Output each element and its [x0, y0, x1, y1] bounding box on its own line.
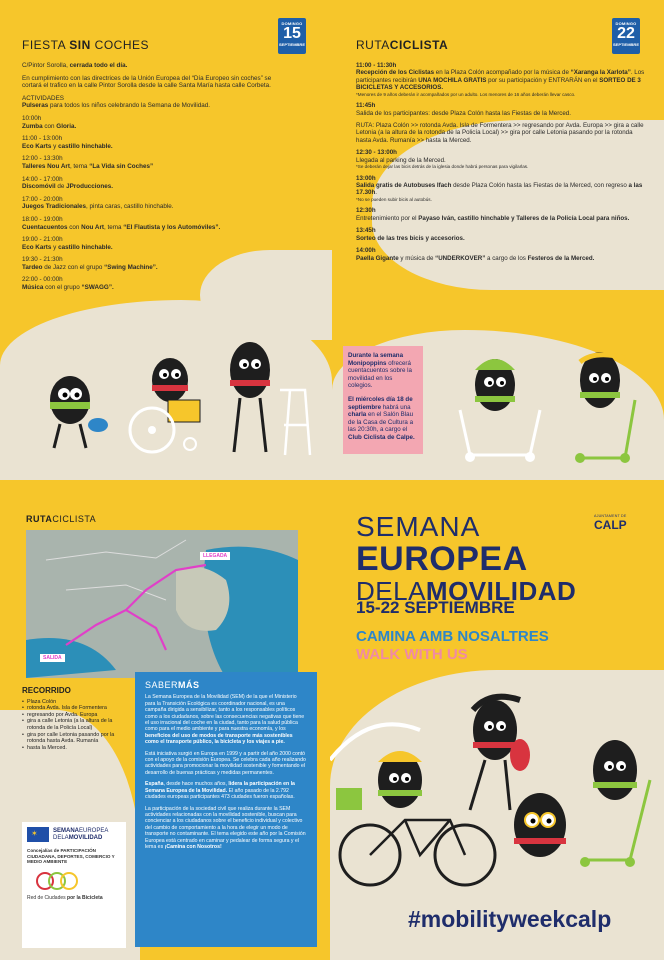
list-item: • regresando por Avda. Europa — [22, 712, 126, 719]
hero-title: SEMANA EUROPEA DELAMOVILIDAD — [356, 511, 577, 606]
characters-illustration-right — [440, 340, 650, 465]
sem-logo: ✶ SEMANAEUROPEA DELAMOVILIDAD — [27, 827, 121, 842]
recorrido-list — [22, 699, 126, 752]
fiesta-item: 12:00 - 13:30h Talleres Nou Art, tema “La Vida sin Coches” — [22, 155, 154, 170]
list-item: • hasta la Merced. — [22, 745, 126, 752]
fiesta-item: 14:00 - 17:00h Discomóvil de JProducciones. — [22, 175, 114, 191]
eu-flag-icon: ✶ — [27, 827, 49, 842]
ruta-body: 11:00 - 11:30h Recepción de los Ciclistas en la Plaza Colón acompañado por la música de “Xaranga la Xarlota”. Los participantes recibirán UNA MOCHILA GRATIS por su participación y ENTRARÁN en el SORTEO DE 3 BICICLETAS Y ACCESORIOS. *Menores de 9 años deberán ir acompañados por un adulto. Los menores de 16 años deberán llevar casco. 11:45h Salida de los participantes: desde Plaza Colón hasta las Fiestas de la Merced. RUTA: Plaza Colón >> rotonda Avda. Isla de Formentera >> regresando por Avda. Europa >> gira a calle Letonia (a la altura de la rotonda de la Policía Local) >> gira por calle Letonia pasando por la rotonda hasta Avda. Rumanía >> hasta la Merced. 12:30 - 13:00h Llegada al parking de la Merced. *Se deberán dejar las bicis detrás de la iglesia donde habrá personas para vigilarlas. 13:00h Salida gratis de Autobuses Ifach desde Plaza Colón hasta las Fiestas de la Merced, con regreso a las 17.30h. *No se pueden subir bicis al autobús. 12:30h Entretenimiento por el Payaso Iván, castillo hinchable y Talleres de la Policía Local para niños. 13:45h Sorteo de las tres bicis y accesorios. 14:00h Paella Gigante y música de “UNDERKOVER” a cargo de los Festeros de la Merced. — [356, 62, 645, 262]
fiesta-item: 18:00 - 19:00h Cuentacuentos con Nou Art, tema “El Flautista y los Automóviles”. — [22, 215, 221, 231]
red-ciudades-text: Red de Ciudades por la Bicicleta — [27, 895, 103, 902]
fiesta-item: 19:30 - 21:30h Tardeo de Jazz con el grupo “Swing Machine”. — [22, 256, 158, 271]
concejalias-text: Concejalías de PARTICIPACIÓN CIUDADANA, DEPORTES, COMERCIO Y MEDIO AMBIENTE — [27, 848, 115, 865]
route-map — [26, 530, 298, 678]
map-title: RUTACICLISTA — [26, 514, 97, 524]
saber-mas-box: SABERMÁS La Semana Europea de la Movilidad (SEM) de la que el Ministerio para la Transición Ecológica es coordinador nacional, es una campaña dirigida a sensibilizar, tanto a los responsables políticos como a los ciudadanos, sobre las consecuencias negativas que tiene el uso irracional del coche en la ciudad, tanto para la salud pública como para el medio ambiente y para nuestra economía, y los beneficios del uso de modos de transporte más sostenibles como el transporte público, la bicicleta y los viajes a pie. Está iniciativa surgió en Europa en 1999 y a partir del año 2000 contó con el apoyo de la comisión Europea. Se celebra cada año realizando actividades para promocionar la movilidad sostenible y fomentando el desarrollo de buenas prácticas y medidas permanentes. España, desde hace muchos años, lidera la participación en la Semana Europea de la Movilidad. El año pasado de la 2.792 ciudades europeas participantes 473 ciudades fueron españolas. La participación de la sociedad civil que realiza durante la SEM actividades relacionadas con la movilidad sostenible, buscan para concienciar a los ciudadanos sobre el beneficio individual y colectivo del cambio de comportamiento a la hora de elegir un modo de transporte no contaminante. El tema elegido este año por la Comisión Europea está centrado en caminar y pedalear de forma segura y el lema es ¡Camina con Nosotros! — [135, 672, 317, 947]
fiesta-item: 22:00 - 00:00h Música con el grupo “SWAGG”. — [22, 276, 114, 292]
calendar-22: DOMINGO 22 SEPTIEMBRE — [612, 18, 640, 54]
map-salida-label: SALIDA — [40, 654, 65, 662]
recorrido-title: RECORRIDO — [22, 686, 71, 695]
list-item: • gira por calle Letonia pasando por la rotonda hasta Avda. Rumanía — [22, 732, 126, 745]
map-llegada-label: LLEGADA — [200, 552, 230, 560]
saber-title: SABERMÁS — [145, 680, 200, 690]
list-item: • gira a calle Letonia (a la altura de la rotonda de la Policía Local) — [22, 718, 126, 731]
fiesta-title: FIESTA SIN COCHES — [22, 38, 149, 52]
fiesta-item: 10:00h Zumba con Gloria. — [22, 114, 77, 130]
map-image — [26, 530, 298, 678]
calendar-15: DOMINGO 15 SEPTIEMBRE — [278, 18, 306, 54]
list-item: • rotonda Avda. Isla de Formentera — [22, 705, 126, 712]
fiesta-item: 19:00 - 21:00h Eco Karts y castillo hinchable. — [22, 236, 113, 251]
characters-illustration-bottom — [330, 670, 660, 900]
slogan-catalan: CAMINA AMB NOSALTRES — [356, 628, 549, 645]
fiesta-item: 17:00 - 20:00h Juegos Tradicionales, pinta caras, castillo hinchable. — [22, 195, 174, 211]
fiesta-item: 11:00 - 13:00h Eco Karts y castillo hinchable. — [22, 135, 113, 150]
pink-info-box: Durante la semana Monipoppins ofrecerá cuentacuentos sobre la movilidad en los colegios. El miércoles día 18 de septiembre habrá una charla en el Salón Blau de la Casa de Cultura a las 20:30h, a cargo el Club Ciclista de Calpe. — [343, 346, 423, 454]
sponsor-logos — [22, 822, 126, 948]
calp-logo: AJUNTAMENT DE CALP — [594, 514, 627, 532]
characters-illustration-left — [40, 330, 330, 460]
list-item: • Plaza Colón — [22, 699, 126, 706]
slogan-english: WALK WITH US — [356, 646, 468, 663]
event-dates: 15-22 SEPTIEMBRE — [356, 598, 515, 617]
hashtag: #mobilityweekcalp — [408, 906, 612, 932]
bike-network-logo-icon — [27, 871, 87, 895]
recorrido-section — [22, 688, 126, 751]
ruta-title: RUTACICLISTA — [356, 38, 449, 52]
fiesta-body: C/Pintor Sorolla, cerrada todo el día. En cumplimiento con las directrices de la Unión Europea del “Día Europeo sin coches” se cortará el trafico en la calle Pintor Sorolla desde la calle Santa María hasta calle Corbeta. ACTIVIDADES Pulseras para todos los niños celebrando la Semana de Movilidad. 10:00h Zumba con Gloria. 11:00 - 13:00h Eco Karts y castillo hinchable. 12:00 - 13:30h Talleres Nou Art, tema “La Vida sin Coches” 14:00 - 17:00h Discomóvil de JProducciones. 17:00 - 20:00h Juegos Tradicionales, pinta caras, castillo hinchable. 18:00 - 19:00h Cuentacuentos con Nou Art, tema “El Flautista y los Automóviles”. 19:00 - 21:00h Eco Karts y castillo hinchable. 19:30 - 21:30h Tardeo de Jazz con el grupo “Swing Machine”. 22:00 - 00:00h Música con el grupo “SWAGG”. — [22, 62, 292, 297]
